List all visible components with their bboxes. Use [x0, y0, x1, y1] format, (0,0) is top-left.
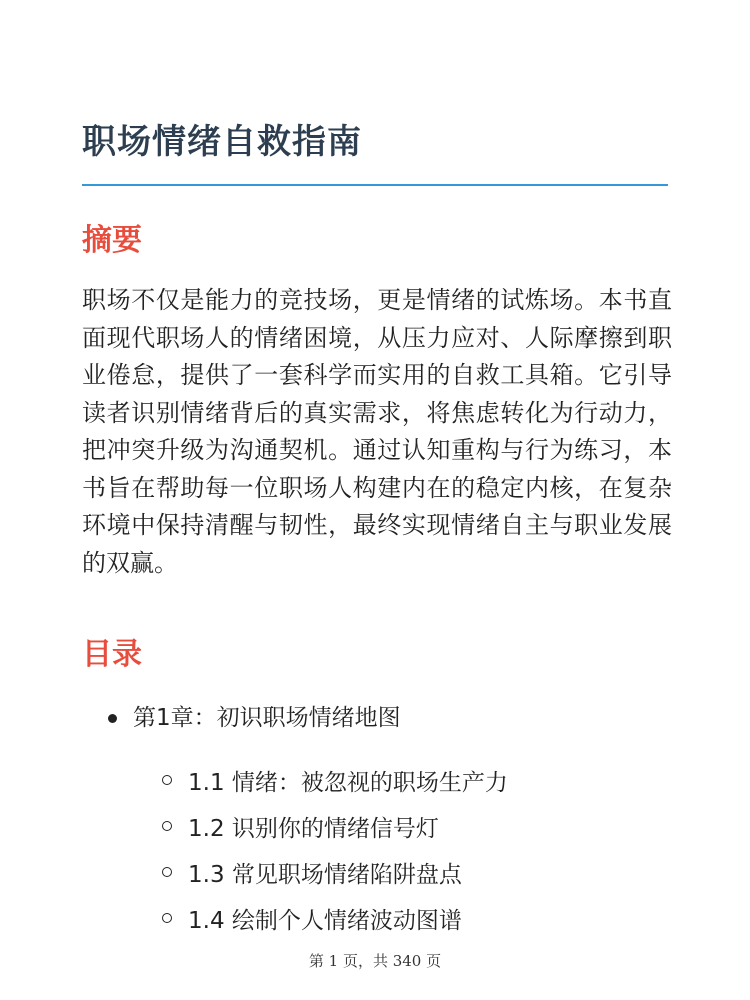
abstract-heading: 摘要 — [82, 223, 142, 258]
toc-section-item — [162, 849, 508, 895]
bullet-circle-icon — [162, 821, 172, 831]
toc-section-item — [162, 895, 508, 941]
toc-section-label: 1.4 绘制个人情绪波动图谱 — [188, 907, 462, 934]
toc-section-list — [162, 757, 508, 941]
bullet-circle-icon — [162, 867, 172, 877]
toc-section-label: 1.1 情绪：被忽视的职场生产力 — [188, 769, 508, 796]
bullet-disc-icon — [108, 714, 117, 723]
toc-section-label: 1.3 常见职场情绪陷阱盘点 — [188, 861, 462, 888]
toc-chapter-label: 第1章：初识职场情绪地图 — [133, 705, 401, 731]
toc-chapter-item — [108, 700, 401, 736]
abstract-paragraph: 职场不仅是能力的竞技场，更是情绪的试炼场。本书直面现代职场人的情绪困境，从压力应对、人际摩擦到职业倦怠，提供了一套科学而实用的自救工具箱。它引导读者识别情绪背后的真实需求，将焦虑转化为行动力，把冲突升级为沟通契机。通过认知重构与行为练习，本书旨在帮助每一位职场人构建内在的稳定内核，在复杂环境中保持清醒与韧性，最终实现情绪自主与职业发展的双赢。 — [82, 286, 672, 577]
toc-section-label: 1.2 识别你的情绪信号灯 — [188, 815, 439, 842]
toc-section-item — [162, 803, 508, 849]
bullet-circle-icon — [162, 775, 172, 785]
toc-heading: 目录 — [82, 637, 142, 672]
toc-section-item — [162, 757, 508, 803]
book-title: 职场情绪自救指南 — [82, 122, 362, 162]
page-number-footer: 第 1 页，共 340 页 — [308, 952, 442, 970]
title-divider — [82, 184, 668, 186]
bullet-circle-icon — [162, 913, 172, 923]
